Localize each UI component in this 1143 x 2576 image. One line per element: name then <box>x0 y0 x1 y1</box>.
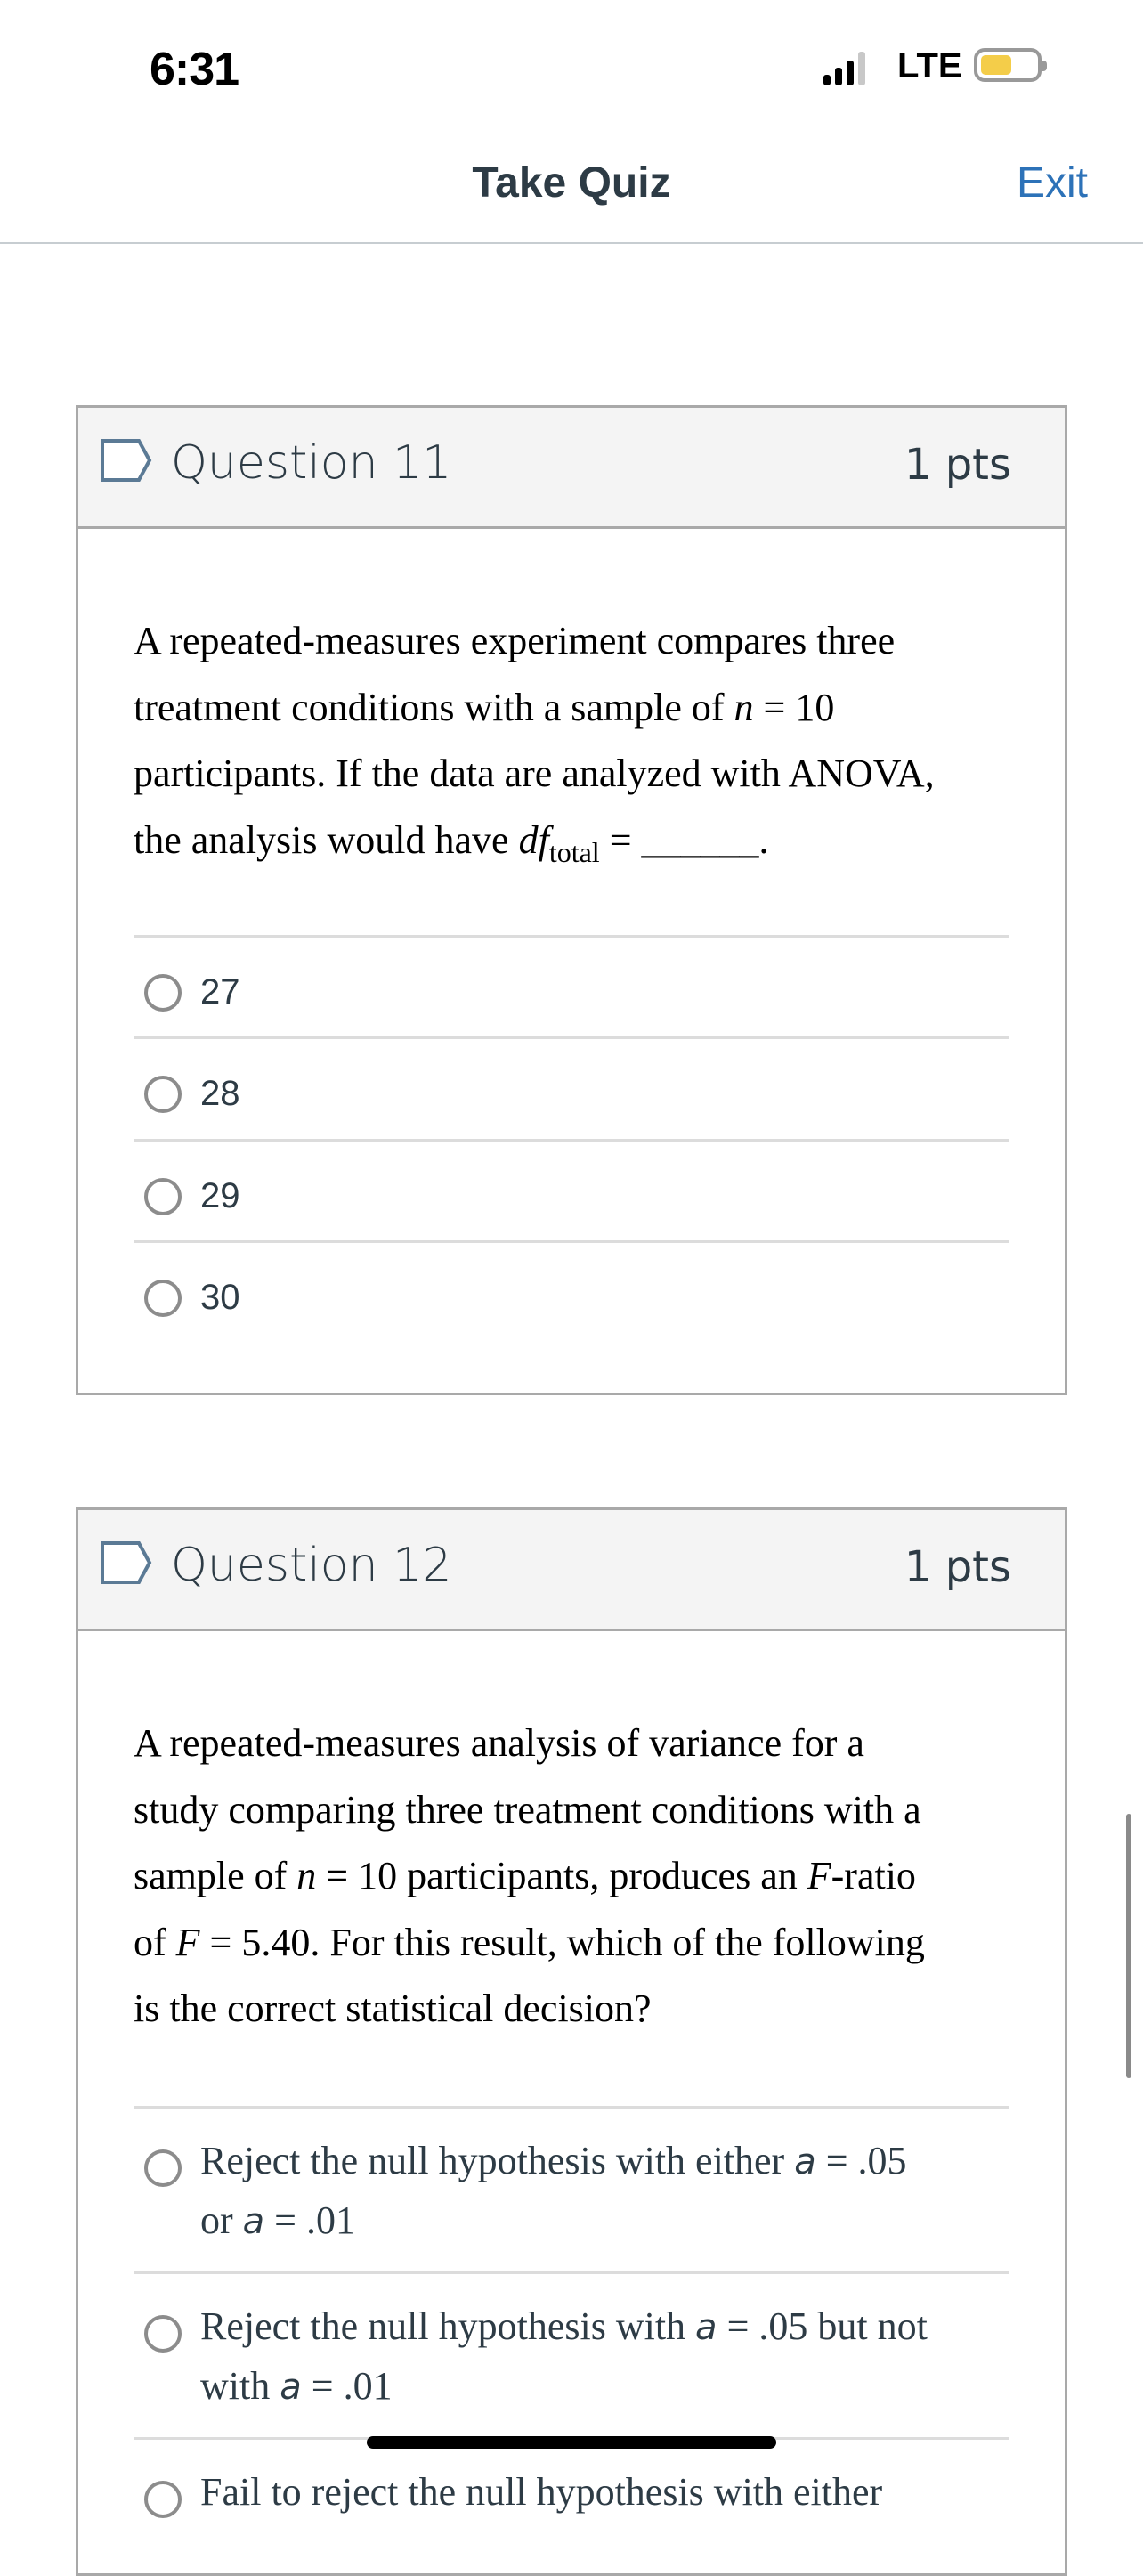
option-divider <box>134 1240 1009 1243</box>
text-segment: with <box>200 2364 280 2408</box>
option-label: Fail to reject the null hypothesis with either <box>200 2470 883 2514</box>
flag-question-icon[interactable] <box>100 438 153 483</box>
text-line: is the correct statistical decision? <box>134 1987 652 2030</box>
question-card-11 <box>76 405 1067 1395</box>
variable-f: F <box>175 1920 200 1964</box>
radio-button[interactable] <box>144 2481 182 2518</box>
text-line: A repeated-measures analysis of variance for a <box>134 1721 864 1765</box>
text-line: participants. If the data are analyzed with ANOVA, <box>134 752 935 795</box>
alpha-symbol: a <box>794 2141 816 2182</box>
answer-option[interactable] <box>134 949 1009 1038</box>
text-segment: sample of <box>134 1854 297 1897</box>
question-text <box>134 1711 1009 2043</box>
option-divider <box>134 2106 1009 2109</box>
header-divider <box>0 242 1143 244</box>
option-divider <box>134 935 1009 938</box>
text-line <box>134 1910 1009 1977</box>
text-line <box>134 675 1009 742</box>
text-segment: = 10 participants, produces an <box>316 1854 807 1897</box>
option-label: 27 <box>200 972 240 1012</box>
question-title: Question 11 <box>171 436 452 490</box>
text-segment: Reject the null hypothesis with either <box>200 2139 795 2182</box>
option-label <box>200 2132 1009 2251</box>
variable-n: n <box>296 1854 317 1897</box>
status-time: 6:31 <box>150 44 239 95</box>
text-segment: = .01 <box>301 2364 393 2408</box>
radio-button[interactable] <box>144 2315 182 2353</box>
text-segment: = 10 <box>753 685 835 729</box>
home-indicator[interactable] <box>367 2436 776 2449</box>
text-line <box>134 1843 1009 1910</box>
alpha-symbol: a <box>695 2307 717 2348</box>
variable-df: df <box>518 817 549 862</box>
text-segment: = ______. <box>599 817 769 862</box>
text-segment: = .05 <box>815 2139 907 2182</box>
option-divider <box>134 2271 1009 2274</box>
question-points: 1 pts <box>904 1542 1011 1592</box>
text-segment: = 5.40. For this result, which of the following <box>199 1920 925 1964</box>
radio-button[interactable] <box>144 1280 182 1317</box>
battery-icon <box>974 48 1042 82</box>
option-divider <box>134 1036 1009 1039</box>
variable-f: F <box>807 1854 831 1897</box>
text-line: A repeated-measures experiment compares three <box>134 619 896 662</box>
text-line <box>134 808 1009 885</box>
radio-button[interactable] <box>144 974 182 1012</box>
answer-option[interactable] <box>134 1153 1009 1242</box>
answer-option[interactable] <box>134 1051 1009 1140</box>
scrollbar[interactable] <box>1126 1814 1131 2078</box>
option-label <box>200 2297 1009 2417</box>
alpha-symbol: a <box>280 2367 302 2408</box>
flag-question-icon[interactable] <box>100 1540 153 1585</box>
cell-signal-icon <box>823 52 865 85</box>
radio-button[interactable] <box>144 2149 182 2187</box>
answer-option[interactable] <box>134 2290 1009 2433</box>
text-segment: or <box>200 2198 243 2242</box>
text-segment: Reject the null hypothesis with <box>200 2304 696 2348</box>
answer-option[interactable] <box>134 1255 1009 1344</box>
alpha-symbol: a <box>242 2201 265 2242</box>
subscript-total: total <box>548 835 600 868</box>
question-header <box>78 1510 1065 1631</box>
option-label: 29 <box>200 1176 240 1215</box>
option-label: 30 <box>200 1278 240 1317</box>
variable-n: n <box>734 685 754 729</box>
network-type: LTE <box>897 46 962 85</box>
page-title: Take Quiz <box>472 159 671 207</box>
text-segment: -ratio <box>831 1854 916 1897</box>
radio-button[interactable] <box>144 1178 182 1215</box>
question-text <box>134 608 1009 885</box>
text-segment: = .05 but not <box>717 2304 928 2348</box>
radio-button[interactable] <box>144 1076 182 1113</box>
answer-option[interactable] <box>134 2456 1009 2563</box>
question-title: Question 12 <box>171 1539 452 1592</box>
text-line: study comparing three treatment conditions with a <box>134 1787 921 1832</box>
exit-button[interactable]: Exit <box>1016 159 1088 207</box>
option-divider <box>134 1139 1009 1142</box>
question-card-12 <box>76 1507 1067 2576</box>
question-header <box>78 408 1065 529</box>
text-segment: treatment conditions with a sample of <box>134 685 734 729</box>
answer-option[interactable] <box>134 2125 1009 2267</box>
option-label: 28 <box>200 1074 240 1113</box>
text-segment: = .01 <box>264 2198 355 2242</box>
text-segment: of <box>134 1920 176 1964</box>
text-segment: the analysis would have <box>134 817 519 862</box>
question-points: 1 pts <box>904 440 1011 490</box>
